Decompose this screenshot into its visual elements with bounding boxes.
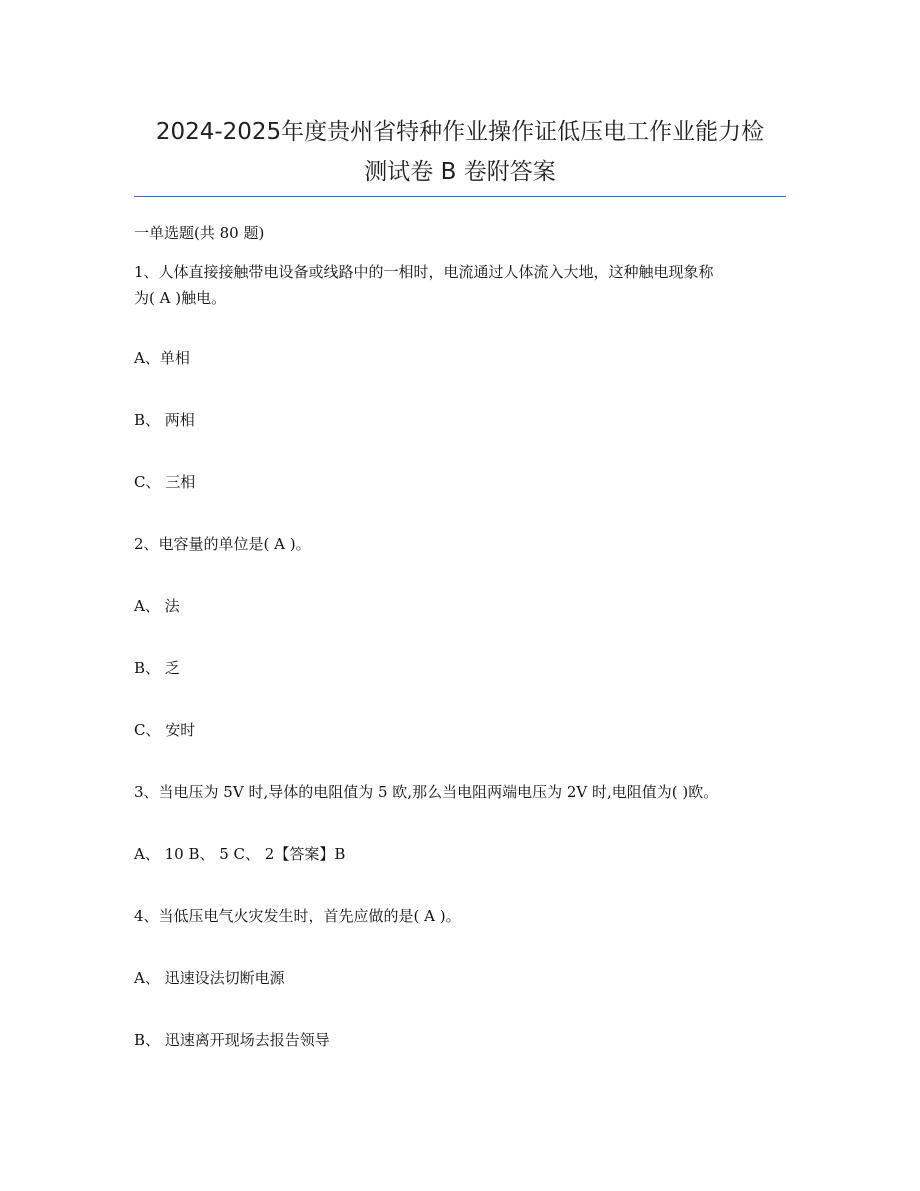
question-4-option-b: B、 迅速离开现场去报告领导 — [134, 1031, 330, 1049]
question-1-option-c: C、 三相 — [134, 473, 196, 491]
title-divider — [134, 196, 786, 197]
question-3-options-answer: A、 10 B、 5 C、 2【答案】B — [134, 845, 346, 863]
question-4-option-a: A、 迅速设法切断电源 — [134, 969, 285, 987]
question-3-stem: 3、当电压为 5V 时,导体的电阻值为 5 欧,那么当电阻两端电压为 2V 时,电阻值为( )欧。 — [134, 783, 719, 801]
title-line-2: 测试卷 B 卷附答案 — [364, 159, 556, 185]
question-2-option-c: C、 安时 — [134, 721, 196, 739]
question-1-option-a: A、单相 — [134, 349, 190, 367]
question-4-stem: 4、当低压电气火灾发生时，首先应做的是( A )。 — [134, 907, 461, 925]
question-1-option-b: B、 两相 — [134, 411, 195, 429]
question-2-stem: 2、电容量的单位是( A )。 — [134, 535, 311, 553]
question-2-option-a: A、 法 — [134, 597, 180, 615]
question-2-option-b: B、 乏 — [134, 659, 180, 677]
title-line-1: 2024-2025年度贵州省特种作业操作证低压电工作业能力检 — [155, 119, 765, 145]
question-1-stem-line-2: 为( A )触电。 — [134, 289, 227, 307]
document-title — [120, 112, 800, 192]
question-1-stem-line-1: 1、人体直接接触带电设备或线路中的一相时，电流通过人体流入大地，这种触电现象称 — [134, 263, 714, 281]
section-heading: 一单选题(共 80 题) — [134, 224, 265, 242]
